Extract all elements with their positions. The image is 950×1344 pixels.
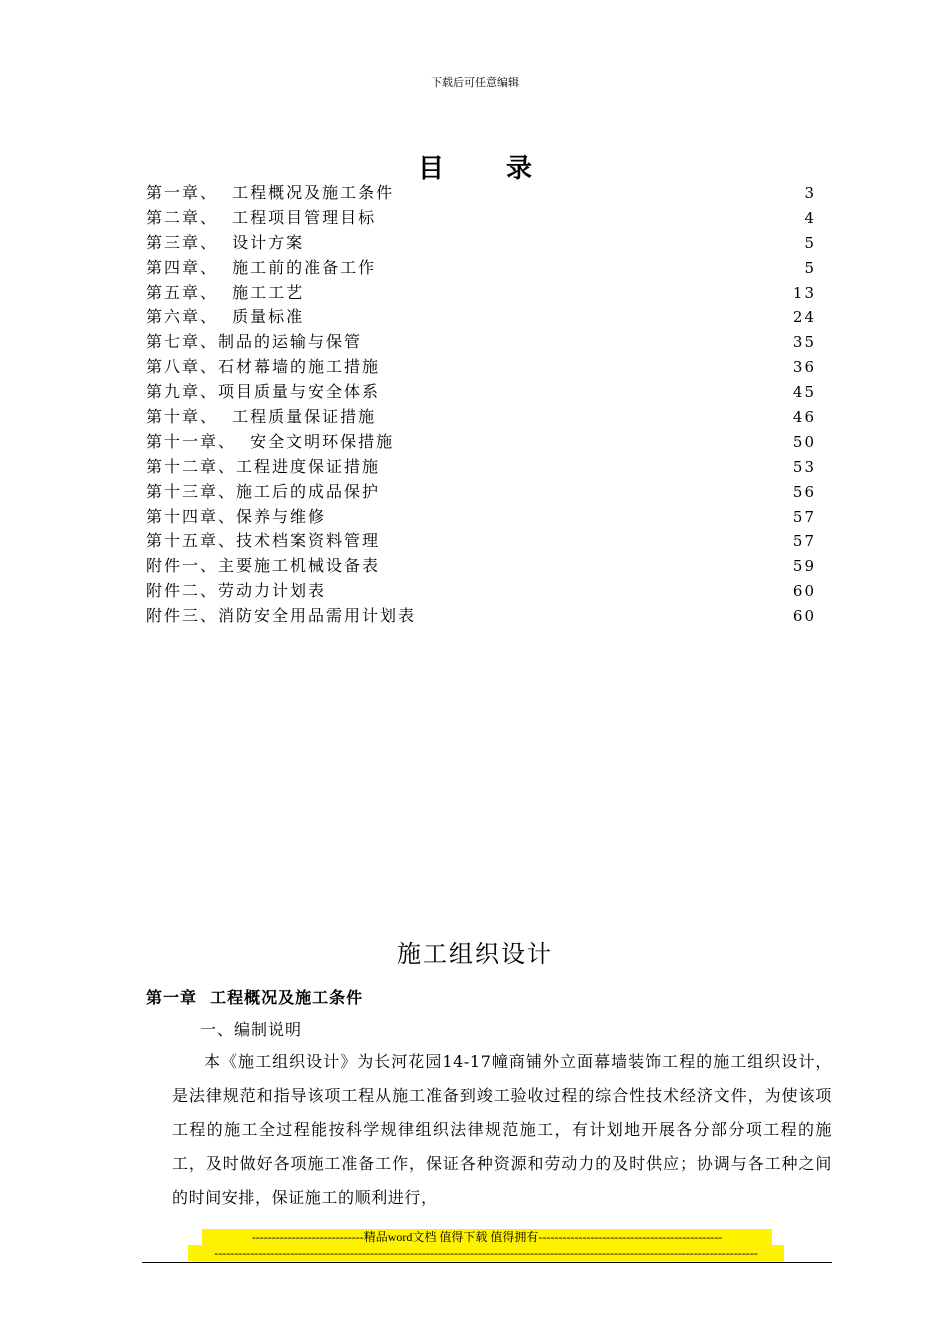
toc-entry-page: 53 [792,457,816,476]
toc-title: 目录 [417,154,594,184]
toc-entry-page: 24 [792,308,816,327]
toc-entry-label: 附件二、劳动力计划表 [146,581,327,601]
toc-entry [146,281,816,306]
footer-dashes: ---------------------------------------------------------------------------------------------------------------------------------------- [188,1245,784,1261]
toc-entry-label: 第二章、 工程项目管理目标 [146,207,377,227]
toc-entry-page: 35 [792,333,816,352]
document-title: 施工组织设计 [397,940,553,968]
toc-entry-label: 附件一、主要施工机械设备表 [146,556,381,576]
toc-entry [146,256,816,281]
toc-entry-label: 第八章、石材幕墙的施工措施 [146,357,381,377]
toc-entry-page: 3 [804,184,816,202]
toc-entry-page: 60 [792,582,816,601]
toc-entry-label: 第五章、 施工工艺 [146,282,305,302]
toc-entry-label: 第十一章、 安全文明环保措施 [146,431,395,451]
toc-entry [146,405,816,430]
toc-entry-label: 第十四章、保养与维修 [146,506,327,526]
toc-entry-label: 第十章、 工程质量保证措施 [146,407,377,427]
toc-entry-page: 46 [792,408,816,427]
footer-banner: ----------------------------精品word文档 值得下载 值得拥有---------------------------------------------- [202,1229,772,1245]
toc-entry-page: 57 [792,532,816,551]
toc-entry-label: 第一章、 工程概况及施工条件 [146,183,395,202]
toc-entry-page: 36 [792,358,816,377]
toc-entry-label: 第三章、 设计方案 [146,232,305,252]
toc-entry-page: 5 [804,233,816,252]
toc-entry-label: 第十三章、施工后的成品保护 [146,481,381,501]
header-note: 下载后可任意编辑 [431,76,519,89]
toc-entry [146,529,816,554]
toc-entry-label: 第七章、制品的运输与保管 [146,332,363,352]
table-of-contents [146,181,816,629]
toc-entry [146,380,816,405]
toc-entry-page: 57 [792,507,816,526]
toc-entry [146,579,816,604]
toc-entry [146,231,816,256]
toc-entry-label: 附件三、消防安全用品需用计划表 [146,606,417,626]
toc-entry-page: 60 [792,607,816,626]
toc-entry [146,480,816,505]
toc-entry-page: 4 [804,208,816,227]
toc-entry [146,455,816,480]
toc-entry-page: 50 [792,432,816,451]
chapter-heading: 第一章 工程概况及施工条件 [146,988,364,1007]
toc-entry-page: 59 [792,557,816,576]
toc-entry-label: 第九章、项目质量与安全体系 [146,382,381,402]
toc-entry [146,181,816,206]
toc-entry-label: 第四章、 施工前的准备工作 [146,257,377,277]
toc-entry-label: 第十五章、技术档案资料管理 [146,531,381,551]
toc-entry [146,430,816,455]
toc-entry [146,505,816,530]
toc-entry [146,305,816,330]
toc-entry [146,355,816,380]
toc-entry-page: 56 [792,482,816,501]
body-paragraph: 本《施工组织设计》为长河花园14-17幢商铺外立面幕墙装饰工程的施工组织设计，是法律规范和指导该项工程从施工准备到竣工验收过程的综合性技术经济文件，为使该项工程的施工全过程能按科学规律组织法律规范施工，有计划地开展各分部分项工程的施工，及时做好各项施工准备工作，保证各种资源和劳动力的及时供应；协调与各工种之间的时间安排，保证施工的顺利进行， [172,1052,832,1207]
toc-entry [146,330,816,355]
toc-entry-label: 第六章、 质量标准 [146,307,305,327]
toc-entry [146,604,816,629]
section-heading: 一、编制说明 [200,1020,303,1039]
footer-rule [142,1262,832,1263]
toc-entry-label: 第十二章、工程进度保证措施 [146,456,381,476]
toc-entry-page: 45 [792,383,816,402]
toc-entry-page: 13 [792,283,816,302]
toc-entry [146,554,816,579]
toc-entry [146,206,816,231]
toc-entry-page: 5 [804,258,816,277]
